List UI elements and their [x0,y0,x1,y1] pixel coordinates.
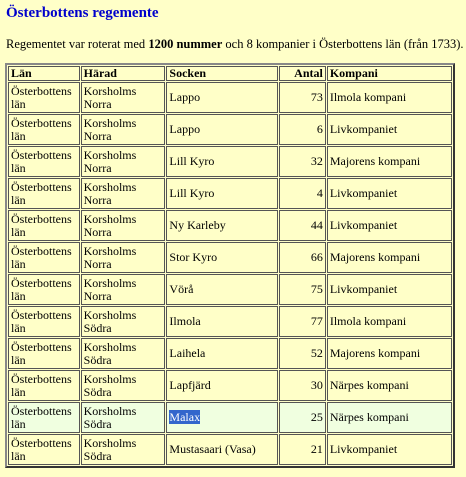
cell-lan: Österbottens län [8,434,80,465]
cell-lan: Österbottens län [8,370,80,401]
cell-kompani: Majorens kompani [327,146,452,177]
cell-harad: Korsholms Södra [81,306,166,337]
cell-antal: 30 [279,370,325,401]
regiment-table [5,63,455,468]
cell-kompani: Närpes kompani [327,402,452,433]
cell-harad: Korsholms Norra [81,82,166,113]
cell-socken: Stor Kyro [166,242,278,273]
cell-kompani: Livkompaniet [327,210,452,241]
cell-harad: Korsholms Södra [81,370,166,401]
cell-antal: 52 [279,338,325,369]
cell-socken: Vörå [166,274,278,305]
cell-lan: Österbottens län [8,402,80,433]
intro-text-after: och 8 kompanier i Österbottens län (från 1733). [222,37,464,51]
table-row [8,370,452,401]
table-row [8,146,452,177]
cell-antal: 25 [279,402,325,433]
table-row [8,210,452,241]
cell-harad: Korsholms Norra [81,114,166,145]
cell-socken: Mustasaari (Vasa) [166,434,278,465]
cell-lan: Österbottens län [8,178,80,209]
header-lan: Län [8,66,80,81]
cell-antal: 66 [279,242,325,273]
cell-harad: Korsholms Norra [81,242,166,273]
cell-kompani: Livkompaniet [327,274,452,305]
cell-socken: Lapfjärd [166,370,278,401]
cell-kompani: Livkompaniet [327,114,452,145]
cell-harad: Korsholms Södra [81,338,166,369]
selected-text: Malax [169,410,201,424]
page-title: Österbottens regemente [6,5,159,21]
cell-socken: Lill Kyro [166,146,278,177]
cell-kompani: Ilmola kompani [327,82,452,113]
table-row [8,306,452,337]
cell-socken: Lill Kyro [166,178,278,209]
cell-antal: 75 [279,274,325,305]
cell-kompani: Livkompaniet [327,178,452,209]
cell-lan: Österbottens län [8,242,80,273]
cell-antal: 21 [279,434,325,465]
cell-socken: Lappo [166,114,278,145]
table-row [8,178,452,209]
header-antal: Antal [279,66,325,81]
cell-lan: Österbottens län [8,114,80,145]
cell-harad: Korsholms Norra [81,178,166,209]
intro-bold-number: 1200 nummer [148,37,223,51]
cell-antal: 73 [279,82,325,113]
cell-harad: Korsholms Södra [81,434,166,465]
table-body [8,82,452,465]
cell-harad: Korsholms Norra [81,210,166,241]
cell-lan: Österbottens län [8,306,80,337]
cell-antal: 77 [279,306,325,337]
cell-lan: Österbottens län [8,274,80,305]
cell-kompani: Majorens kompani [327,338,452,369]
cell-kompani: Livkompaniet [327,434,452,465]
cell-antal: 4 [279,178,325,209]
table-row [8,274,452,305]
cell-kompani: Majorens kompani [327,242,452,273]
table-row [8,114,452,145]
cell-socken: Laihela [166,338,278,369]
cell-harad: Korsholms Norra [81,274,166,305]
table-row [8,242,452,273]
cell-kompani: Närpes kompani [327,370,452,401]
cell-lan: Österbottens län [8,146,80,177]
cell-lan: Österbottens län [8,210,80,241]
cell-lan: Österbottens län [8,338,80,369]
table-row [8,338,452,369]
header-kompani: Kompani [327,66,452,81]
header-harad: Härad [81,66,166,81]
table-header-row [8,66,452,81]
cell-socken: Lappo [166,82,278,113]
table-row [8,434,452,465]
header-socken: Socken [166,66,278,81]
cell-harad: Korsholms Södra [81,402,166,433]
table-row [8,82,452,113]
cell-antal: 32 [279,146,325,177]
cell-kompani: Ilmola kompani [327,306,452,337]
cell-socken [166,402,278,433]
intro-paragraph [6,37,464,52]
table-row [8,402,452,433]
cell-antal: 6 [279,114,325,145]
cell-lan: Österbottens län [8,82,80,113]
cell-socken: Ny Karleby [166,210,278,241]
intro-text-before: Regementet var roterat med [6,37,149,51]
cell-antal: 44 [279,210,325,241]
cell-socken: Ilmola [166,306,278,337]
cell-harad: Korsholms Norra [81,146,166,177]
